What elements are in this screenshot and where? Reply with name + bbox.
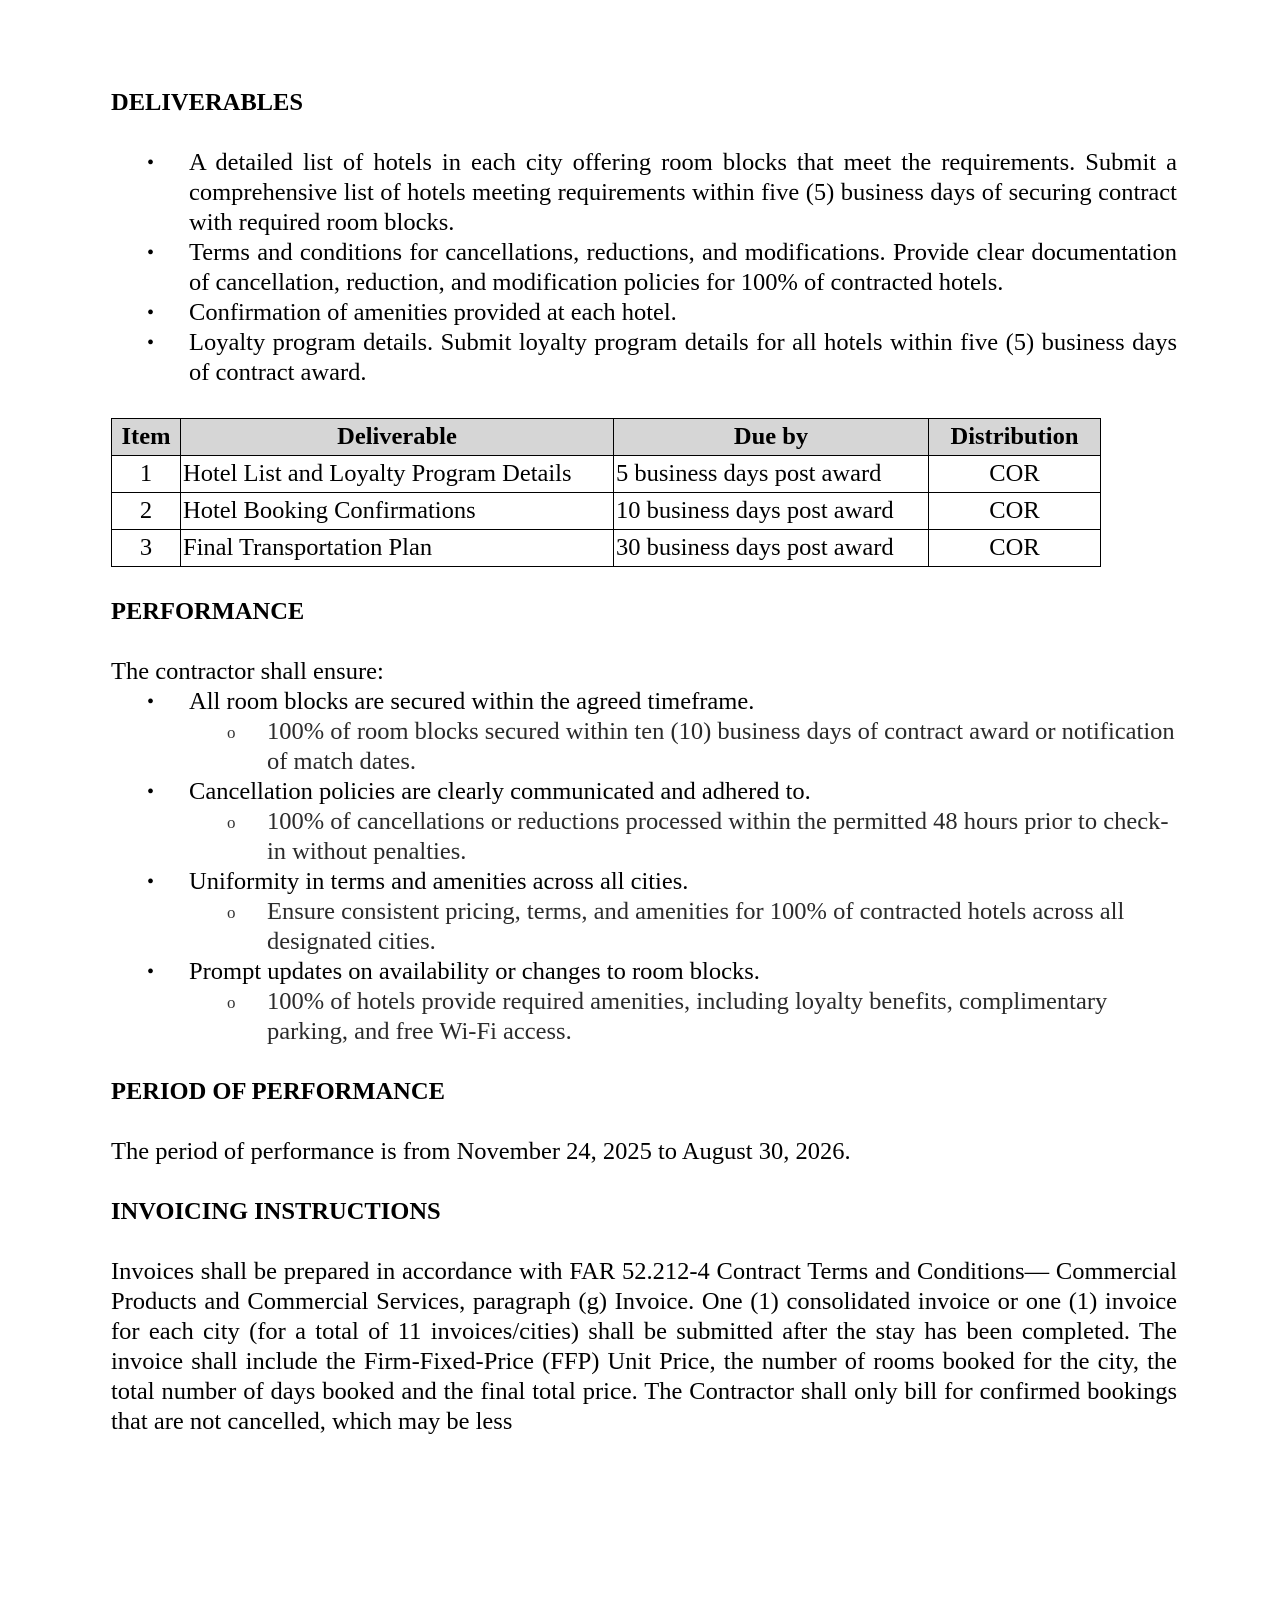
performance-sublist [111,717,1177,777]
performance-subitem [189,897,1177,957]
table-header-row [112,419,1101,456]
performance-item-text: Prompt updates on availability or changes to room blocks. [189,958,760,985]
performance-sublist [111,807,1177,867]
performance-intro: The contractor shall ensure: [111,658,384,685]
cell-deliverable: Hotel List and Loyalty Program Details [181,456,614,493]
column-header-due-by: Due by [614,419,929,456]
deliverables-list-item [111,298,1177,328]
performance-sublist [111,897,1177,957]
performance-list [111,777,1177,807]
performance-subitem [189,987,1177,1047]
deliverable-text: A detailed list of hotels in each city offering room blocks that meet the requirements. Submit a comprehensive list of hotels meeting requirements within five (5) business days of securing contract with required room blocks. [189,149,1177,236]
table-row [112,493,1101,530]
performance-subitem-text: Ensure consistent pricing, terms, and amenities for 100% of contracted hotels across all designated cities. [267,898,1125,955]
bullet-icon: • [147,152,155,174]
period-of-performance-heading: PERIOD OF PERFORMANCE [111,1078,445,1105]
cell-distribution: COR [929,456,1101,493]
cell-distribution: COR [929,493,1101,530]
bullet-icon: • [147,961,155,983]
deliverables-list-item [111,148,1177,238]
column-header-item: Item [112,419,181,456]
hollow-bullet-icon: o [227,993,236,1012]
performance-subitem-text: 100% of hotels provide required amenities, including loyalty benefits, complimentary parking, and free Wi-Fi access. [267,988,1108,1045]
cell-item: 2 [112,493,181,530]
deliverables-heading: DELIVERABLES [111,89,303,116]
deliverable-text: Terms and conditions for cancellations, reductions, and modifications. Provide clear documentation of cancellation, reduction, and modification policies for 100% of contracted hotels. [189,239,1177,296]
column-header-deliverable: Deliverable [181,419,614,456]
performance-subitem-text: 100% of room blocks secured within ten (10) business days of contract award or notification of match dates. [267,718,1175,775]
performance-heading: PERFORMANCE [111,598,305,625]
cell-item: 1 [112,456,181,493]
performance-subitem [189,717,1177,777]
deliverables-list [111,148,1177,388]
cell-deliverable: Hotel Booking Confirmations [181,493,614,530]
bullet-icon: • [147,871,155,893]
performance-list-item [111,957,1177,987]
deliverable-text: Loyalty program details. Submit loyalty program details for all hotels within five (5) business days of contract award. [189,329,1177,386]
performance-list [111,867,1177,897]
performance-list-item [111,687,1177,717]
performance-subitem [189,807,1177,867]
cell-due-by: 5 business days post award [614,456,929,493]
bullet-icon: • [147,781,155,803]
invoicing-heading: INVOICING INSTRUCTIONS [111,1198,441,1225]
column-header-distribution: Distribution [929,419,1101,456]
cell-item: 3 [112,530,181,567]
performance-item-text: Cancellation policies are clearly communicated and adhered to. [189,778,811,805]
bullet-icon: • [147,302,155,324]
deliverables-list-item [111,238,1177,298]
cell-due-by: 10 business days post award [614,493,929,530]
bullet-icon: • [147,242,155,264]
invoicing-text: Invoices shall be prepared in accordance with FAR 52.212-4 Contract Terms and Conditions— Commercial Products and Commercial Services, paragraph (g) Invoice. One (1) consolidated invoice or one (1) invoice for each city (for a total of 11 invoices/cities) shall be submitted after the stay has been completed. The invoice shall include the Firm-Fixed-Price (FFP) Unit Price, the number of rooms booked for the city, the total number of days booked and the final total price. The Contractor shall only bill for confirmed bookings that are not cancelled, which may be less [111,1258,1177,1435]
performance-list-item [111,777,1177,807]
table-row [112,456,1101,493]
performance-list-item [111,867,1177,897]
performance-list [111,957,1177,987]
hollow-bullet-icon: o [227,723,236,742]
performance-list [111,687,1177,717]
cell-due-by: 30 business days post award [614,530,929,567]
performance-subitem-text: 100% of cancellations or reductions processed within the permitted 48 hours prior to check-in without penalties. [267,808,1169,865]
hollow-bullet-icon: o [227,903,236,922]
table-row [112,530,1101,567]
performance-sublist [111,987,1177,1047]
performance-item-text: All room blocks are secured within the agreed timeframe. [189,688,755,715]
deliverables-table [111,418,1101,567]
deliverables-list-item [111,328,1177,388]
performance-item-text: Uniformity in terms and amenities across all cities. [189,868,689,895]
deliverable-text: Confirmation of amenities provided at each hotel. [189,299,677,326]
cell-distribution: COR [929,530,1101,567]
bullet-icon: • [147,332,155,354]
bullet-icon: • [147,691,155,713]
period-of-performance-text: The period of performance is from November 24, 2025 to August 30, 2026. [111,1138,851,1165]
cell-deliverable: Final Transportation Plan [181,530,614,567]
hollow-bullet-icon: o [227,813,236,832]
